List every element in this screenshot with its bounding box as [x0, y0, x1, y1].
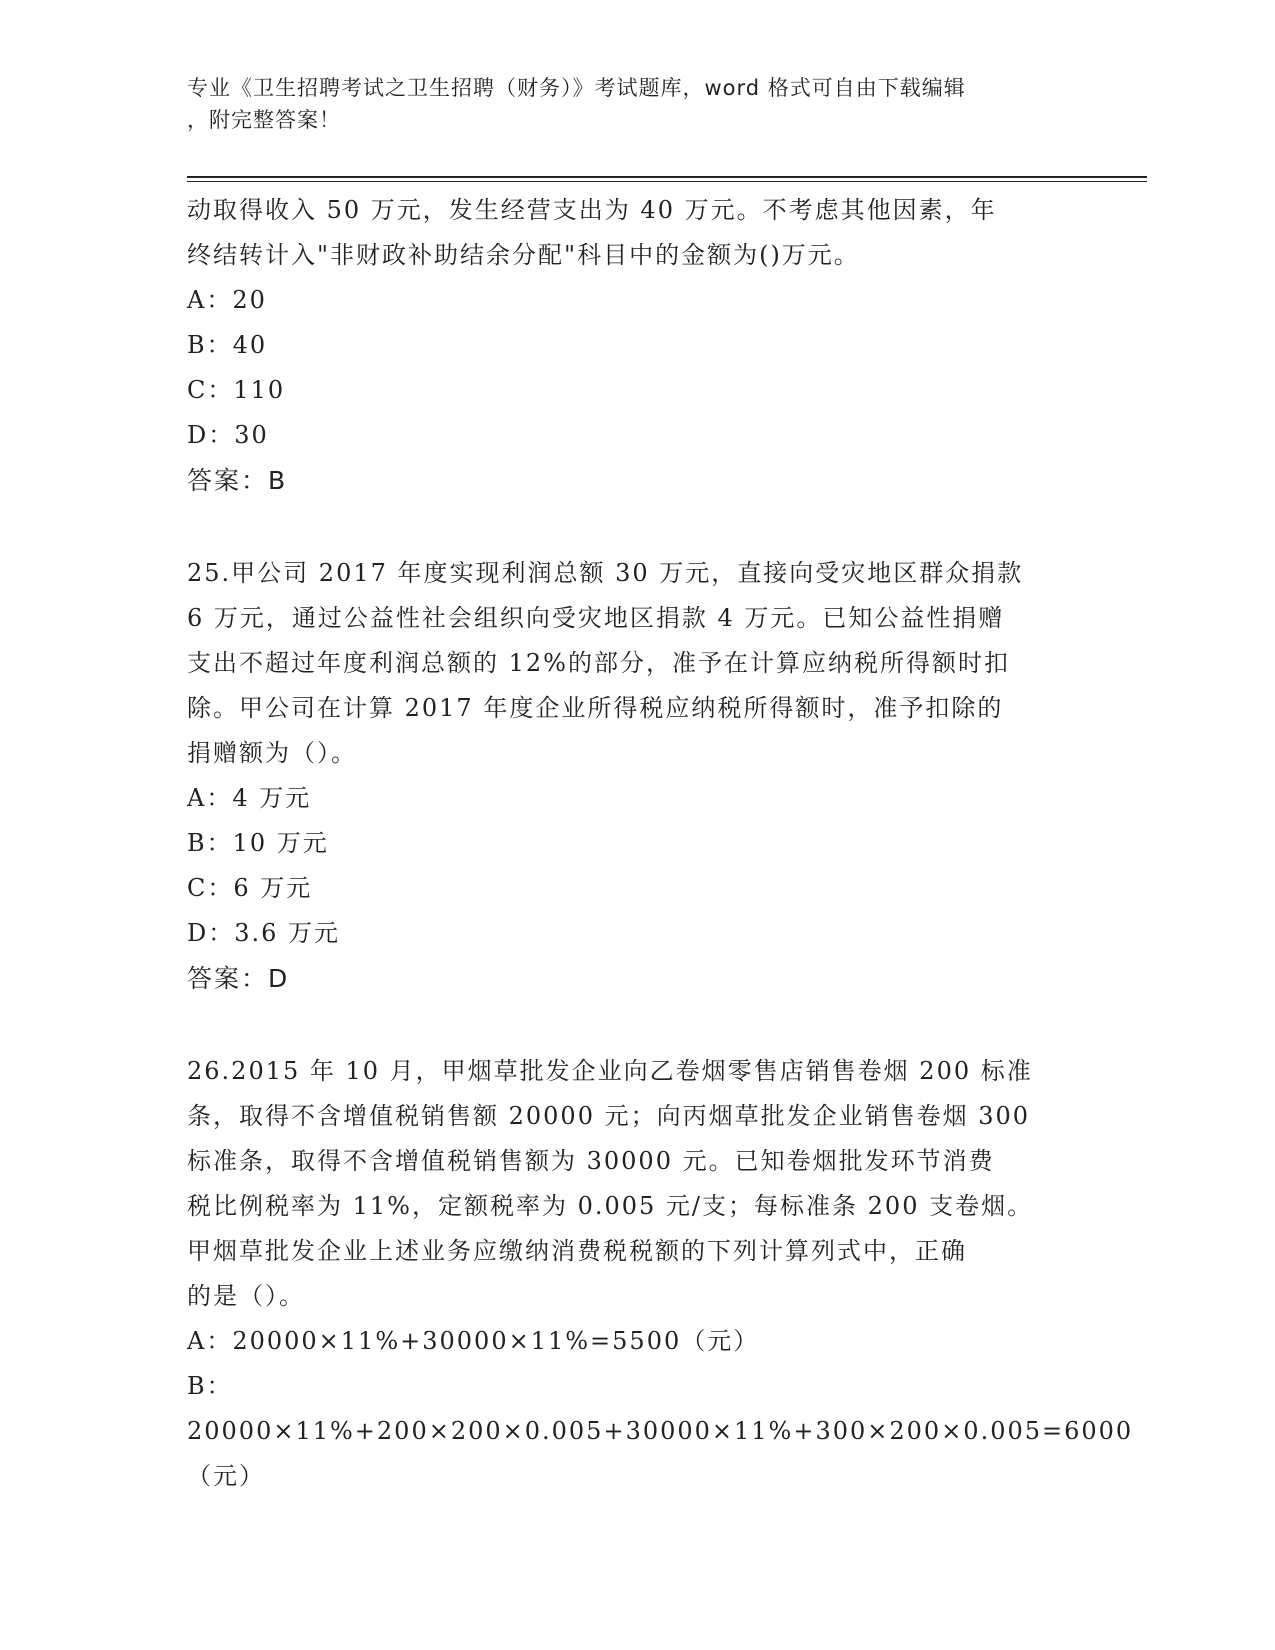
q24-stem-line-1: 动取得收入 50 万元，发生经营支出为 40 万元。不考虑其他因素，年 [187, 196, 997, 224]
q26-stem-line-2: 条，取得不含增值税销售额 20000 元；向丙烟草批发企业销售卷烟 300 [187, 1102, 1031, 1130]
q26-stem-line-4: 税比例税率为 11%，定额税率为 0.005 元/支；每标准条 200 支卷烟。 [187, 1192, 1034, 1220]
q24-option-b: B：40 [187, 331, 268, 359]
q26-option-b-line-1: B：20000×11%+200×200×0.005+30000×11%+300×200×0.005=6000 [187, 1372, 1134, 1445]
q25-option-a: A：4 万元 [187, 784, 312, 812]
q25-answer: 答案：D [187, 964, 290, 993]
q25-option-c: C：6 万元 [187, 874, 313, 902]
q26-stem-line-3: 标准条，取得不含增值税销售额为 30000 元。已知卷烟批发环节消费 [187, 1147, 995, 1175]
q24-option-c: C：110 [187, 376, 286, 404]
q26-option-a: A：20000×11%+30000×11%=5500（元） [187, 1327, 760, 1355]
q24-answer: 答案：B [187, 466, 288, 495]
q25-stem-line-4: 除。甲公司在计算 2017 年度企业所得税应纳税所得额时，准予扣除的 [187, 694, 1004, 722]
q25-stem-line-1: 25.甲公司 2017 年度实现利润总额 30 万元，直接向受灾地区群众捐款 [187, 559, 1024, 587]
q25-option-b: B：10 万元 [187, 829, 329, 857]
header-divider-thin [187, 181, 1147, 182]
q24-option-a: A：20 [187, 286, 267, 314]
q26-stem-line-1: 26.2015 年 10 月，甲烟草批发企业向乙卷烟零售店销售卷烟 200 标准 [187, 1057, 1033, 1085]
header-line-1: 专业《卫生招聘考试之卫生招聘（财务）》考试题库，word 格式可自由下载编辑 [187, 76, 966, 100]
q26-stem-line-6: 的是（）。 [187, 1282, 305, 1310]
q25-stem-line-5: 捐赠额为（）。 [187, 739, 357, 767]
document-body [187, 188, 1134, 1499]
q24-option-d: D：30 [187, 421, 269, 449]
document-header [187, 72, 1087, 136]
q25-stem-line-2: 6 万元，通过公益性社会组织向受灾地区捐款 4 万元。已知公益性捐赠 [187, 604, 1005, 632]
q26-option-b-line-2: （元） [187, 1462, 265, 1490]
q25-option-d: D：3.6 万元 [187, 919, 341, 947]
q26-stem-line-5: 甲烟草批发企业上述业务应缴纳消费税税额的下列计算列式中，正确 [187, 1237, 967, 1265]
q25-stem-line-3: 支出不超过年度利润总额的 12%的部分，准予在计算应纳税所得额时扣 [187, 649, 1010, 677]
header-divider-thick [187, 176, 1147, 178]
q24-stem-line-2: 终结转计入"非财政补助结余分配"科目中的金额为()万元。 [187, 241, 860, 269]
header-line-2: ，附完整答案！ [187, 108, 341, 132]
